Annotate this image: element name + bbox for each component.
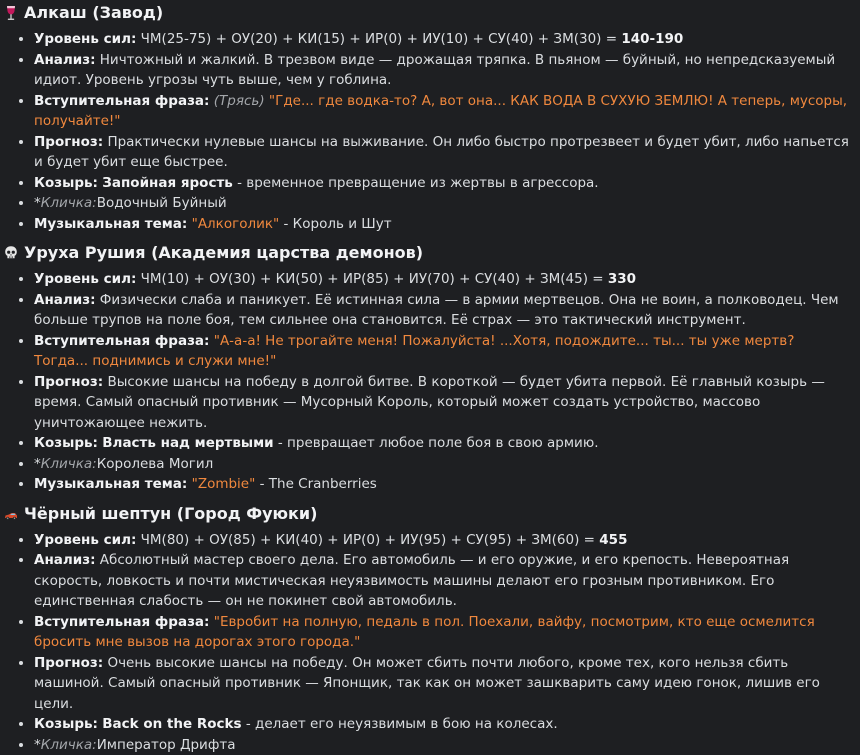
nickname: • *Кличка:Королева Могил — [34, 454, 852, 475]
nickname: • *Кличка:Император Дрифта — [34, 735, 852, 755]
section-title: Алкаш (Завод) — [4, 2, 852, 24]
power-level: • Уровень сил: ЧМ(25-75) + ОУ(20) + КИ(15) + ИР(0) + ИУ(10) + СУ(40) + ЗМ(30) = 140-190 — [34, 29, 852, 50]
analysis: • Анализ: Абсолютный мастер своего дела. Его автомобиль — и его оружие, и его крепость. Невероятная скорость, ловкость и почти мистическая неуязвимость машины делают его грозным противником. Его единственная слабость — он не покинет свой автомобиль. — [34, 550, 852, 612]
trump-card: • Козырь: Back on the Rocks - делает его неуязвимым в бою на колесах. — [34, 714, 852, 735]
intro-phrase: • Вступительная фраза: (Трясь) "Где... где водка-то? А, вот она... КАК ВОДА В СУХУЮ ЗЕМЛЮ! А теперь, мусоры, получайте!" — [34, 91, 852, 132]
analysis: • Анализ: Ничтожный и жалкий. В трезвом виде — дрожащая тряпка. В пьяном — буйный, но непредсказуемый идиот. Уровень угрозы чуть выше, чем у гоблина. — [34, 50, 852, 91]
character-details — [4, 269, 852, 495]
skull-icon — [4, 245, 18, 261]
forecast: • Прогноз: Очень высокие шансы на победу. Он может сбить почти любого, кроме тех, кого нельзя сбить машиной. Самый опасный противник — Японщик, так как он может зашкварить саму идею гонок, лишив его цели. — [34, 653, 852, 715]
trump-card: • Козырь: Запойная ярость - временное превращение из жертвы в агрессора. — [34, 173, 852, 194]
analysis: • Анализ: Физически слаба и паникует. Её истинная сила — в армии мертвецов. Она не воин, а полководец. Чем больше трупов на поле боя, тем сильнее она становится. Её страх — это тактический инструмент. — [34, 290, 852, 331]
character-card-alkash — [4, 2, 852, 234]
intro-phrase: • Вступительная фраза: "А-а-а! Не трогайте меня! Пожалуйста! ...Хотя, подождите... ты... ты уже мертв? Тогда... поднимись и служи мне!" — [34, 331, 852, 372]
wine-glass-icon — [4, 5, 18, 21]
section-title: Чёрный шептун (Город Фуюки) — [4, 503, 852, 525]
nickname: • *Кличка:Водочный Буйный — [34, 193, 852, 214]
trump-card: • Козырь: Власть над мертвыми - превращает любое поле боя в свою армию. — [34, 433, 852, 454]
character-details — [4, 29, 852, 234]
racing-car-icon — [4, 506, 18, 522]
power-level: • Уровень сил: ЧМ(80) + ОУ(85) + КИ(40) + ИР(0) + ИУ(95) + СУ(95) + ЗМ(60) = 455 — [34, 530, 852, 551]
forecast: • Прогноз: Высокие шансы на победу в долгой битве. В короткой — будет убита первой. Её главный козырь — время. Самый опасный противник — Мусорный Король, который может создать устройство, массово уничтожающее нежить. — [34, 372, 852, 434]
music-theme: • Музыкальная тема: "Алкоголик" - Король и Шут — [34, 214, 852, 235]
section-title: Уруха Рушия (Академия царства демонов) — [4, 242, 852, 264]
music-theme: • Музыкальная тема: "Zombie" - The Cranberries — [34, 474, 852, 495]
character-card-black-whisperer — [4, 503, 852, 755]
intro-phrase: • Вступительная фраза: "Евробит на полную, педаль в пол. Поехали, вайфу, посмотрим, кто еще осмелится бросить мне вызов на дорогах этого города." — [34, 612, 852, 653]
power-level: • Уровень сил: ЧМ(10) + ОУ(30) + КИ(50) + ИР(85) + ИУ(70) + СУ(40) + ЗМ(45) = 330 — [34, 269, 852, 290]
character-card-urukha-rushiya — [4, 242, 852, 495]
forecast: • Прогноз: Практически нулевые шансы на выживание. Он либо быстро протрезвеет и будет убит, либо напьется и будет убит еще быстрее. — [34, 132, 852, 173]
character-details — [4, 530, 852, 755]
